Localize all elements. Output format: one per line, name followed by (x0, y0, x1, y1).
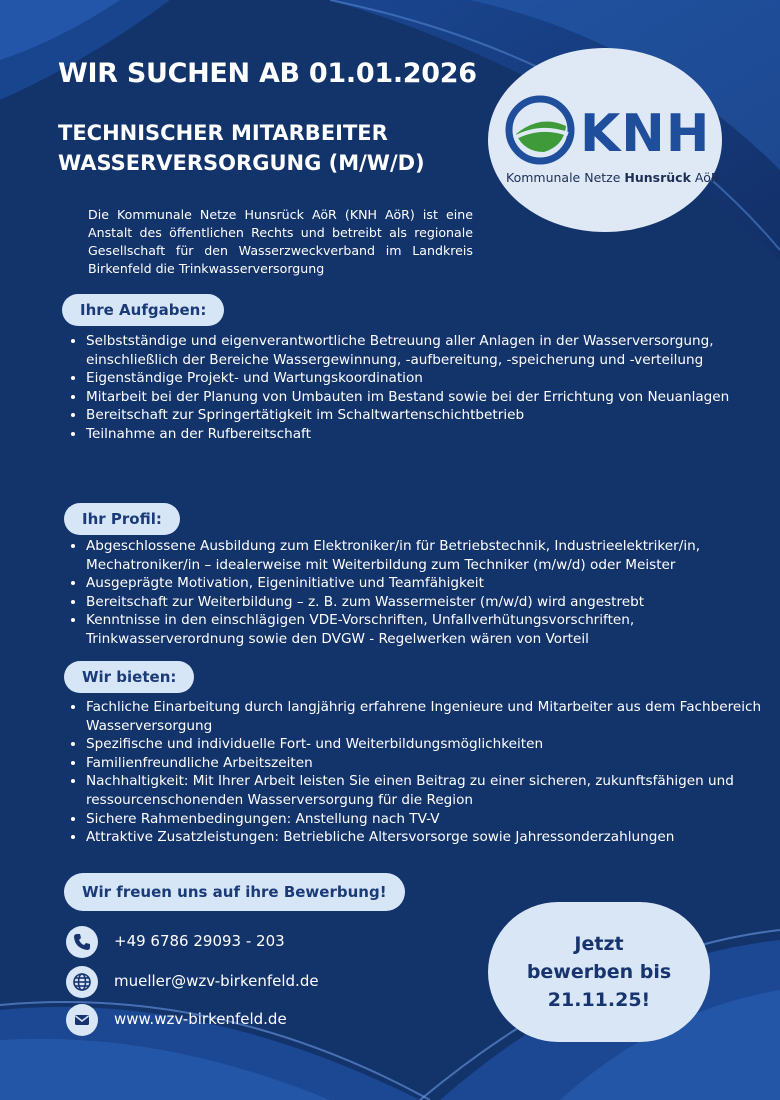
list-item: • Bereitschaft zur Weiterbildung – z. B. zum Wassermeister (m/w/d) wird angestrebt (86, 593, 766, 612)
list-item: • Selbstständige und eigenverantwortliche Betreuung aller Anlagen in der Wasserversorgung, einschließlich der Bereiche Wassergewinnung, -aufbereitung, -speicherung und -verteilung (86, 332, 766, 369)
job-title (58, 118, 478, 178)
list-item: • Eigenständige Projekt- und Wartungskoordination (86, 369, 766, 388)
website-url: www.wzv-birkenfeld.de (114, 1010, 287, 1028)
job-title-line1: TECHNISCHER MITARBEITER (58, 121, 388, 145)
list-item: • Attraktive Zusatzleistungen: Betriebliche Altersvorsorge sowie Jahressonderzahlungen (86, 828, 766, 847)
logo-caption-bold: Hunsrück (624, 170, 691, 185)
profile-list (62, 537, 766, 649)
logo-letters: KNH (580, 104, 711, 164)
list-item: • Mitarbeit bei der Planung von Umbauten im Bestand sowie bei der Errichtung von Neuanlagen (86, 388, 766, 407)
logo-caption (506, 170, 720, 185)
logo-caption-plain: Kommunale Netze (506, 170, 625, 185)
globe-icon (66, 966, 98, 998)
list-item: • Teilnahme an der Rufbereitschaft (86, 425, 766, 444)
intro-text: Die Kommunale Netze Hunsrück AöR (KNH AöR) ist eine Anstalt des öffentlichen Rechts und betreibt als regionale Gesellschaft für den Wasserzweckverband im Landkreis Birkenfeld die Trinkwasserversorgung (88, 207, 473, 276)
list-item: • Abgeschlossene Ausbildung zum Elektroniker/in für Betriebstechnik, Industrieelektriker/in, Mechatroniker/in – idealerweise mit Weiterbildung zum Techniker (m/w/d) oder Meister (86, 537, 766, 574)
job-title-line2: WASSERVERSORGUNG (M/W/D) (58, 151, 425, 175)
list-item: • Nachhaltigkeit: Mit Ihrer Arbeit leisten Sie einen Beitrag zu einer sicheren, zukunftsfähigen und ressourcenschonenden Wasserversorgung für die Region (86, 772, 766, 809)
apply-line2: bewerben bis (526, 961, 672, 983)
offer-list (62, 698, 766, 847)
list-item: • Fachliche Einarbeitung durch langjährig erfahrene Ingenieure und Mitarbeiter aus dem Fachbereich Wasserversorgung (86, 698, 766, 735)
email-address: mueller@wzv-birkenfeld.de (114, 972, 319, 990)
list-item: • Spezifische und individuelle Fort- und Weiterbildungsmöglichkeiten (86, 735, 766, 754)
apply-line1: Jetzt (574, 933, 624, 955)
list-item: • Ausgeprägte Motivation, Eigeninitiative und Teamfähigkeit (86, 574, 766, 593)
apply-line3: 21.11.25! (547, 989, 651, 1011)
list-item: • Bereitschaft zur Springertätigkeit im Schaltwartenschichtbetrieb (86, 406, 766, 425)
logo-caption-tail: AöR (690, 170, 720, 185)
phone-number: +49 6786 29093 - 203 (114, 932, 285, 950)
tasks-list (62, 332, 766, 444)
apply-deadline-badge (488, 902, 710, 1042)
water-drop-logo-icon (504, 94, 576, 166)
list-item: • Kenntnisse in den einschlägigen VDE-Vorschriften, Unfallverhütungsvorschriften, Trinkwasserverordnung sowie den DVGW - Regelwerken wären von Vorteil (86, 611, 766, 648)
headline: WIR SUCHEN AB 01.01.2026 (58, 58, 477, 89)
offer-label: Wir bieten: (64, 661, 194, 693)
profile-label: Ihr Profil: (64, 503, 180, 535)
list-item: • Familienfreundliche Arbeitszeiten (86, 754, 766, 773)
phone-icon (66, 926, 98, 958)
closing-banner: Wir freuen uns auf ihre Bewerbung! (64, 873, 405, 911)
mail-icon (66, 1004, 98, 1036)
logo (488, 48, 722, 232)
list-item: • Sichere Rahmenbedingungen: Anstellung nach TV-V (86, 810, 766, 829)
tasks-label: Ihre Aufgaben: (62, 294, 224, 326)
